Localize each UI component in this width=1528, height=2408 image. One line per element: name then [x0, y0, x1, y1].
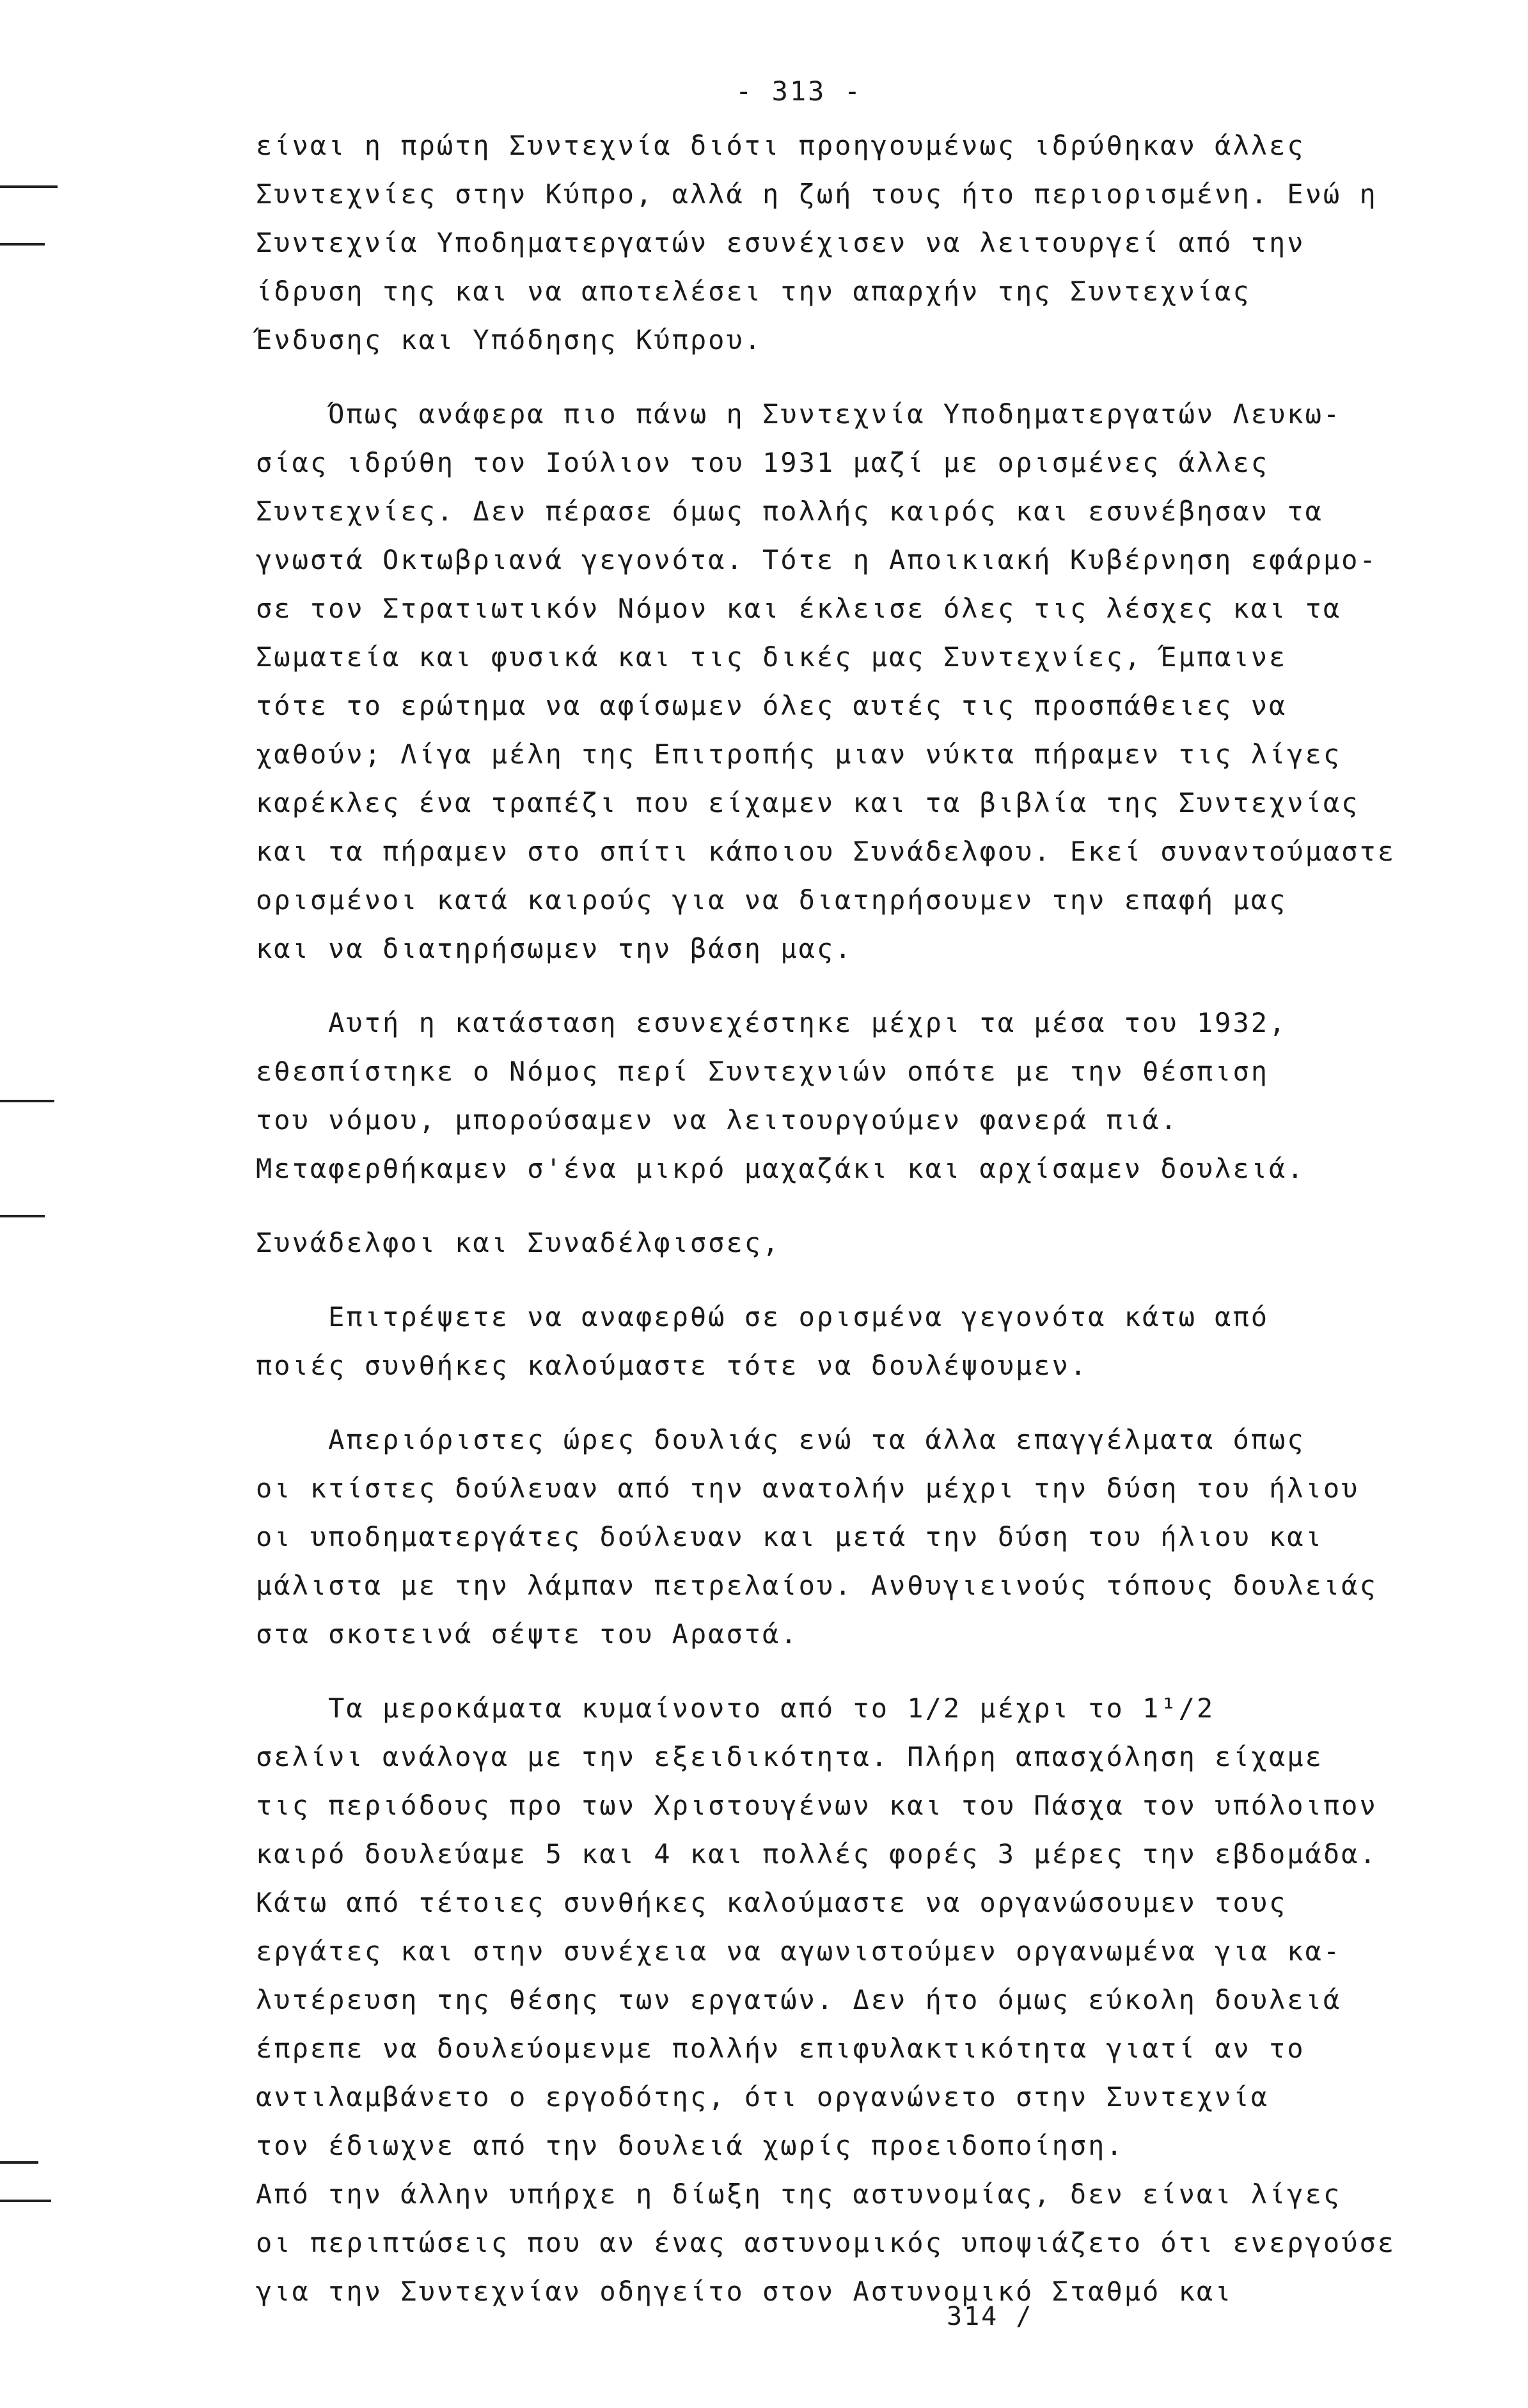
text-line: αντιλαμβάνετο ο εργοδότης, ότι οργανώνετο στην Συντεχνία	[256, 2081, 1270, 2113]
text-line: Συνάδελφοι και Συναδέλφισσες,	[256, 1227, 781, 1258]
text-line: μάλιστα με την λάμπαν πετρελαίου. Ανθυγιεινούς τόπους δουλειάς	[256, 1570, 1378, 1601]
paragraph	[256, 1219, 1497, 1267]
text-line: σελίνι ανάλογα με την εξειδικότητα. Πλήρη απασχόληση είχαμε	[256, 1741, 1323, 1772]
text-line: τότε το ερώτημα να αφίσωμεν όλες αυτές τις προσπάθειες να	[256, 690, 1288, 721]
text-line: Σωματεία και φυσικά και τις δικές μας Συντεχνίες, Έμπαινε	[256, 641, 1288, 673]
text-line: Ένδυσης και Υπόδησης Κύπρου.	[256, 324, 763, 356]
text-line: γνωστά Οκτωβριανά γεγονότα. Τότε η Αποικιακή Κυβέρνηση εφάρμο-	[256, 544, 1378, 575]
paragraph	[256, 1684, 1497, 2316]
text-line: χαθούν; Λίγα μέλη της Επιτροπής μιαν νύκτα πήραμεν τις λίγες	[256, 739, 1342, 770]
text-line: Συντεχνίες. Δεν πέρασε όμως πολλής καιρός και εσυνέβησαν τα	[256, 496, 1323, 527]
paragraph	[256, 1416, 1497, 1659]
margin-mark	[0, 1100, 54, 1102]
paragraph	[256, 1293, 1497, 1390]
margin-mark	[0, 185, 58, 188]
margin-mark	[0, 2161, 38, 2164]
text-line: οι κτίστες δούλευαν από την ανατολήν μέχρι την δύση του ήλιου	[256, 1473, 1360, 1504]
text-line: ποιές συνθήκες καλούμαστε τότε να δουλέψουμεν.	[256, 1350, 1089, 1381]
margin-mark	[0, 2200, 51, 2202]
paragraph-gap	[256, 364, 1497, 390]
text-line: τον έδιωχνε από την δουλειά χωρίς προειδοποίηση.	[256, 2130, 1124, 2161]
text-line: οι υποδηματεργάτες δούλευαν και μετά την δύση του ήλιου και	[256, 1521, 1323, 1552]
text-line: έπρεπε να δουλεύομενμε πολλήν επιφυλακτικότητα γιατί αν το	[256, 2033, 1305, 2064]
paragraph-gap	[256, 1193, 1497, 1219]
text-line: Συντεχνία Υποδηματεργατών εσυνέχισεν να λειτουργεί από την	[256, 227, 1305, 258]
text-line: Όπως ανάφερα πιο πάνω η Συντεχνία Υποδηματεργατών Λευκω-	[256, 398, 1342, 430]
text-line: εθεσπίστηκε ο Νόμος περί Συντεχνιών οπότε με την θέσπιση	[256, 1056, 1270, 1087]
text-line: καρέκλες ένα τραπέζι που είχαμεν και τα βιβλία της Συντεχνίας	[256, 787, 1360, 818]
text-line: ίδρυση της και να αποτελέσει την απαρχήν της Συντεχνίας	[256, 276, 1251, 307]
margin-mark	[0, 1215, 45, 1217]
text-line: Από την άλλην υπήρχε η δίωξη της αστυνομίας, δεν είναι λίγες	[256, 2178, 1342, 2210]
page-number: - 313 -	[736, 75, 863, 107]
text-line: και να διατηρήσωμεν την βάση μας.	[256, 933, 853, 964]
text-line: είναι η πρώτη Συντεχνία διότι προηγουμένως ιδρύθηκαν άλλες	[256, 130, 1305, 161]
text-line: για την Συντεχνίαν οδηγείτο στον Αστυνομικό Σταθμό και	[256, 2276, 1233, 2307]
text-line: και τα πήραμεν στο σπίτι κάποιου Συνάδελφου. Εκεί συναντούμαστε	[256, 836, 1396, 867]
text-line: λυτέρευση της θέσης των εργατών. Δεν ήτο όμως εύκολη δουλειά	[256, 1984, 1342, 2015]
text-line: τις περιόδους προ των Χριστουγένων και του Πάσχα τον υπόλοιπον	[256, 1790, 1378, 1821]
margin-mark	[0, 243, 45, 246]
paragraph-gap	[256, 1390, 1497, 1416]
text-line: εργάτες και στην συνέχεια να αγωνιστούμεν οργανωμένα για κα-	[256, 1935, 1342, 1967]
document-body	[256, 121, 1497, 2316]
text-line: ορισμένοι κατά καιρούς για να διατηρήσουμεν την επαφή μας	[256, 884, 1288, 916]
paragraph-gap	[256, 1267, 1497, 1293]
paragraph	[256, 390, 1497, 973]
text-line: Συντεχνίες στην Κύπρο, αλλά η ζωή τους ήτο περιορισμένη. Ενώ η	[256, 178, 1378, 210]
text-line: Τα μεροκάματα κυμαίνοντο από το 1/2 μέχρι το 1¹/2	[256, 1693, 1215, 1724]
text-line: Μεταφερθήκαμεν σ'ένα μικρό μαχαζάκι και αρχίσαμεν δουλειά.	[256, 1153, 1305, 1184]
text-line: οι περιπτώσεις που αν ένας αστυνομικός υποψιάζετο ότι ενεργούσε	[256, 2227, 1396, 2258]
paragraph	[256, 999, 1497, 1193]
text-line: σε τον Στρατιωτικόν Νόμον και έκλεισε όλες τις λέσχες και τα	[256, 593, 1342, 624]
paragraph-gap	[256, 973, 1497, 999]
footer-page-number: 314 /	[947, 2302, 1034, 2331]
text-line: Αυτή η κατάσταση εσυνεχέστηκε μέχρι τα μέσα του 1932,	[256, 1007, 1288, 1038]
paragraph-gap	[256, 1659, 1497, 1684]
text-line: Απεριόριστες ώρες δουλιάς ενώ τα άλλα επαγγέλματα όπως	[256, 1424, 1305, 1455]
text-line: του νόμου, μπορούσαμεν να λειτουργούμεν φανερά πιά.	[256, 1104, 1179, 1136]
text-line: στα σκοτεινά σέψτε του Αραστά.	[256, 1618, 799, 1650]
text-line: σίας ιδρύθη τον Ιούλιον του 1931 μαζί με ορισμένες άλλες	[256, 447, 1270, 478]
text-line: καιρό δουλεύαμε 5 και 4 και πολλές φορές 3 μέρες την εβδομάδα.	[256, 1838, 1378, 1870]
text-line: Επιτρέψετε να αναφερθώ σε ορισμένα γεγονότα κάτω από	[256, 1301, 1270, 1333]
text-line: Κάτω από τέτοιες συνθήκες καλούμαστε να οργανώσουμεν τους	[256, 1887, 1288, 1918]
paragraph	[256, 121, 1497, 364]
